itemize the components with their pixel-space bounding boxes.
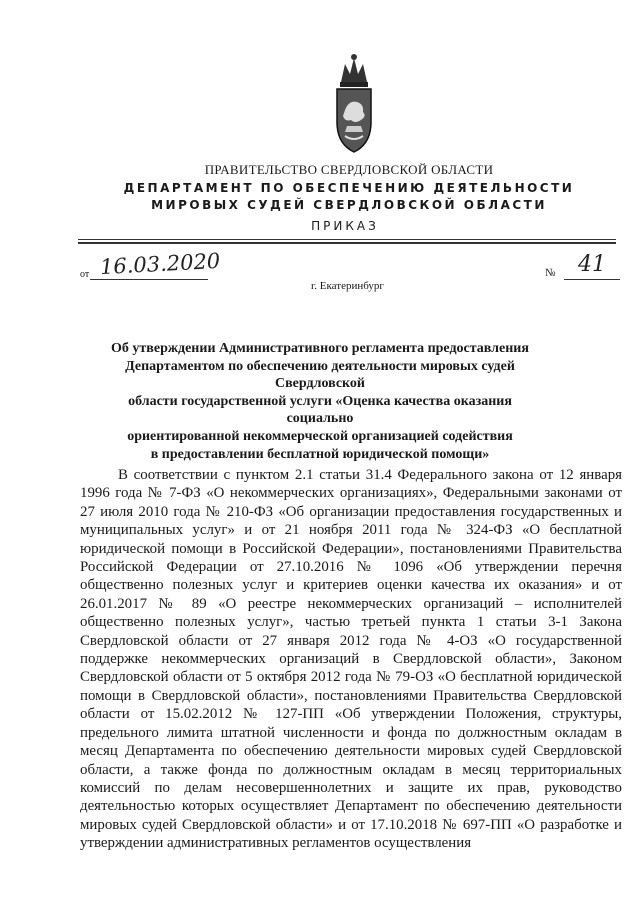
body-paragraph <box>80 466 622 853</box>
department-name-line1: ДЕПАРТАМЕНТ ПО ОБЕСПЕЧЕНИЮ ДЕЯТЕЛЬНОСТИ <box>123 181 575 195</box>
issuer-header <box>0 162 640 212</box>
date-underline <box>90 279 208 280</box>
heading-line: Департаментом по обеспечению деятельности мировых судей Свердловской <box>125 358 515 392</box>
heading-line: ориентированной некоммерческой организацией содействия <box>127 428 513 444</box>
handwritten-number: 41 <box>578 252 606 277</box>
heading-line: области государственной услуги «Оценка качества оказания социально <box>128 393 512 427</box>
header-rule-thin <box>78 239 616 240</box>
heading-line: в предоставлении бесплатной юридической помощи» <box>150 446 490 462</box>
number-prefix: № <box>545 267 556 279</box>
government-name: ПРАВИТЕЛЬСТВО СВЕРДЛОВСКОЙ ОБЛАСТИ <box>204 162 494 177</box>
number-underline <box>564 279 620 280</box>
department-name-line2: МИРОВЫХ СУДЕЙ СВЕРДЛОВСКОЙ ОБЛАСТИ <box>151 198 547 212</box>
document-heading <box>100 340 540 463</box>
body-text: В соответствии с пунктом 2.1 статьи 31.4 Федерального закона от 12 января 1996 года № 7-ФЗ «О некоммерческих организациях», Федеральными законами от 27 июля 2010 года № 210-ФЗ «Об организации предоставления государственных и муниципальных услуг» и от 21 ноября 2011 года № 324-ФЗ «О бесплатной юридической помощи в Российской Федерации», постановлениями Правительства Российской Федерации от 27.10.2016 № 1096 «Об утверждении перечня общественно полезных услуг и критериев оценки качества их оказания» и от 26.01.2017 № 89 «О реестре некоммерческих организаций – исполнителей общественно полезных услуг», частью третьей пункта 1 статьи 3-1 Закона Свердловской области от 27 января 2012 года № 4-ОЗ «О государственной поддержке некоммерческих организаций в Свердловской области», Законом Свердловской области от 5 октября 2012 года № 79-ОЗ «О бесплатной юридической помощи в Свердловской области», постановлениями Правительства Свердловской области от 15.02.2012 № 127-ПП «Об утверждении Положения, структуры, предельного лимита штатной численности и фонда по должностным окладам в месяц Департамента по обеспечению деятельности мировых судей Свердловской области, а также фонда по должностным окладам в месяц территориальных комиссий по делам несовершеннолетних и защите их прав, руководство деятельностью которых осуществляет Департамент по обеспечению деятельности мировых судей Свердловской области» и от 17.10.2018 № 697-ПП «О разработке и утверждении административных регламентов осуществления <box>80 467 622 852</box>
heading-line: Об утверждении Административного регламента предоставления <box>111 341 529 356</box>
header-rule-thick <box>78 242 616 244</box>
coat-of-arms-icon <box>331 52 377 154</box>
city-name: г. Екатеринбург <box>311 280 384 292</box>
handwritten-date: 16.03.2020 <box>99 248 221 280</box>
date-prefix: от <box>80 269 90 280</box>
order-title: ПРИКАЗ <box>311 219 379 233</box>
